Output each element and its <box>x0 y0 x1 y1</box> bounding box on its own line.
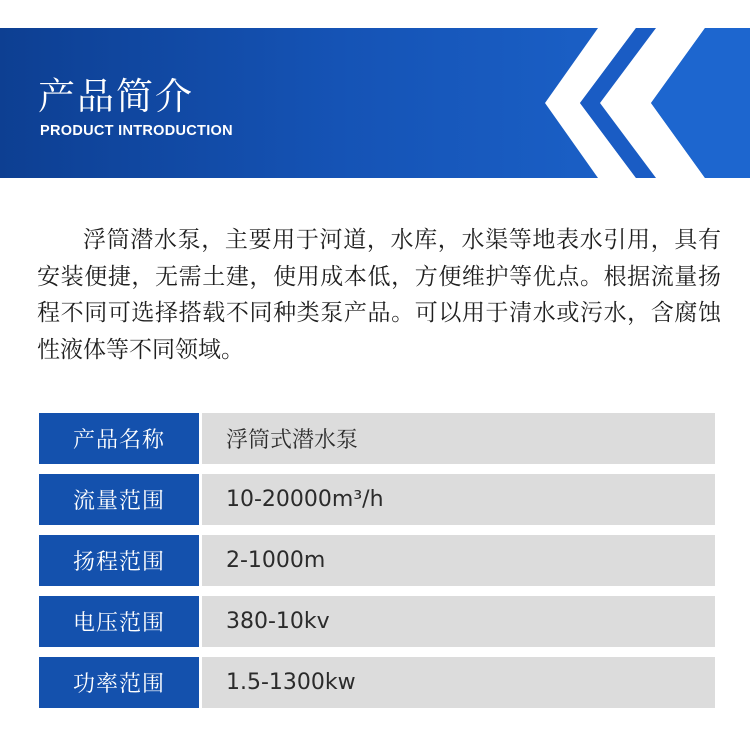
spec-row-product-name <box>39 413 715 464</box>
spec-value: 浮筒式潜水泵 <box>202 413 715 464</box>
spec-table <box>39 413 715 708</box>
spec-value: 1.5-1300kw <box>202 657 715 708</box>
spec-label: 电压范围 <box>39 596 199 647</box>
spec-label: 功率范围 <box>39 657 199 708</box>
spec-row-head-range <box>39 535 715 586</box>
intro-paragraph: 浮筒潜水泵，主要用于河道，水库，水渠等地表水引用，具有安装便捷，无需土建，使用成本低，方便维护等优点。根据流量扬程不同可选择搭载不同种类泵产品。可以用于清水或污水，含腐蚀性液体等不同领域。 <box>37 227 721 363</box>
header-banner <box>0 28 750 178</box>
spec-label: 流量范围 <box>39 474 199 525</box>
spec-value: 380-10kv <box>202 596 715 647</box>
page-title: 产品简介 <box>38 75 194 118</box>
spec-value: 10-20000m³/h <box>202 474 715 525</box>
spec-row-power-range <box>39 657 715 708</box>
spec-row-voltage-range <box>39 596 715 647</box>
spec-value: 2-1000m <box>202 535 715 586</box>
spec-label: 扬程范围 <box>39 535 199 586</box>
page-subtitle: PRODUCT INTRODUCTION <box>40 123 233 139</box>
spec-label: 产品名称 <box>39 413 199 464</box>
spec-row-flow-range <box>39 474 715 525</box>
